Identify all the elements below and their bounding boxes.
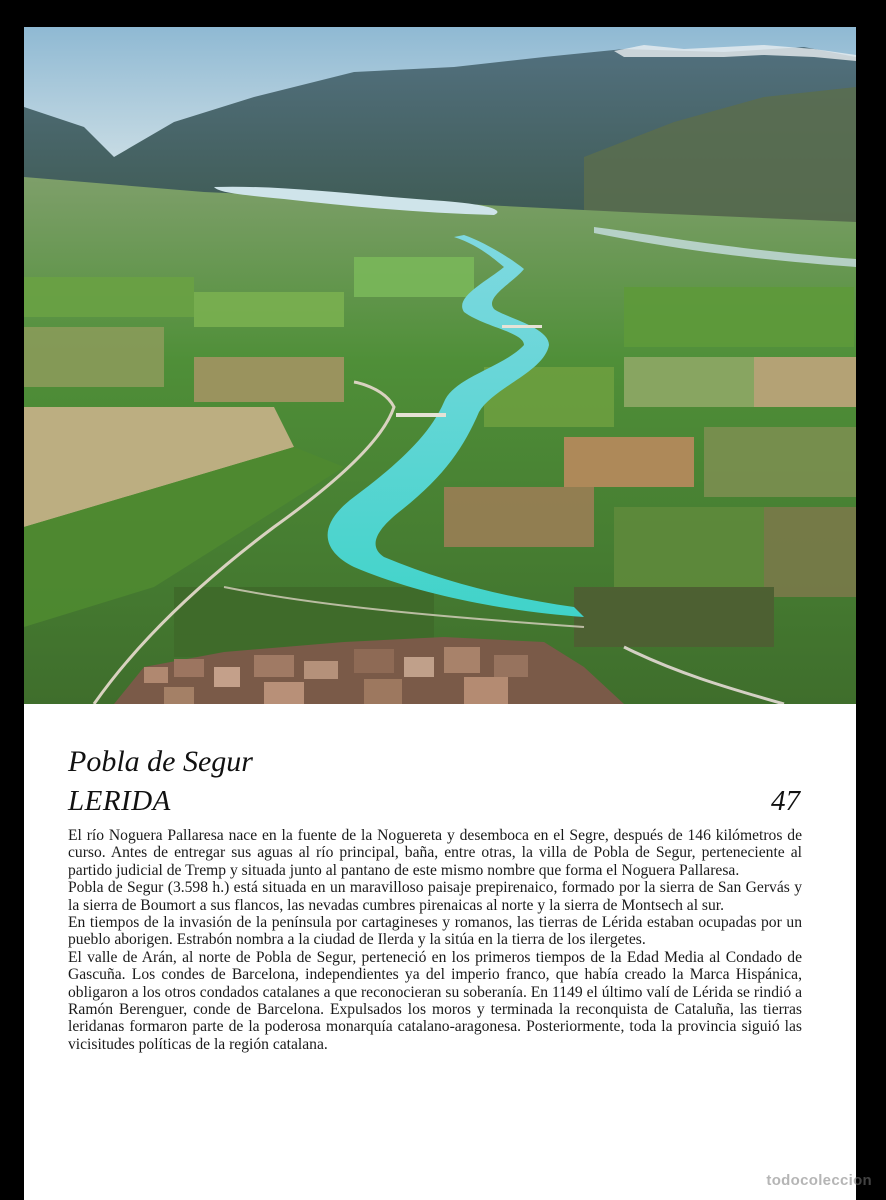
paragraph: El valle de Arán, al norte de Pobla de Segur, perteneció en los primeros tiempos de la Edad Media al Condado de Gascuña. Los condes de Barcelona, independientes ya del imperio franco, que había creado la Marca Hispánica, obligaron a los otros condados catalanes a que reconocieran su soberanía. En 1149 el último valí de Lérida se rindió a Ramón Berenguer, conde de Barcelona. Expulsados los moros y terminada la reconquista de Cataluña, las tierras leridanas formaron parte de la poderosa monarquía catalano-aragonesa. Posteriormente, toda la provincia siguió las vicisitudes políticas de la región catalana.: [68, 948, 802, 1053]
page-number: 47: [771, 785, 800, 817]
postcard-page: [24, 27, 856, 1200]
paragraph: En tiempos de la invasión de la península por cartagineses y romanos, las tierras de Lérida estaban ocupadas por un pueblo aborigen. Estrabón nombra a la ciudad de Ilerda y la sitúa en la tierra de los ilergetes.: [68, 914, 802, 949]
paragraph: El río Noguera Pallaresa nace en la fuente de la Noguereta y desemboca en el Segre, después de 146 kilómetros de curso. Antes de entregar sus aguas al río principal, baña, entre otras, la villa de Pobla de Segur, perteneciente al partido judicial de Tremp y situada junto al pantano de este mismo nombre que forma el Noguera Pallaresa.: [68, 827, 802, 879]
description-text: [68, 827, 802, 1053]
paragraph: Pobla de Segur (3.598 h.) está situada en un maravilloso paisaje prepirenaico, formado por la sierra de San Gervás y la sierra de Boumort a sus flancos, las nevadas cumbres pirenaicas al norte y la sierra de Montsech al sur.: [68, 879, 802, 914]
bridge: [396, 413, 446, 417]
aerial-photo-river-valley: [24, 27, 856, 704]
place-title: Pobla de Segur: [68, 745, 253, 778]
province-title: LERIDA: [68, 785, 171, 817]
watermark: todocoleccion: [766, 1172, 872, 1189]
